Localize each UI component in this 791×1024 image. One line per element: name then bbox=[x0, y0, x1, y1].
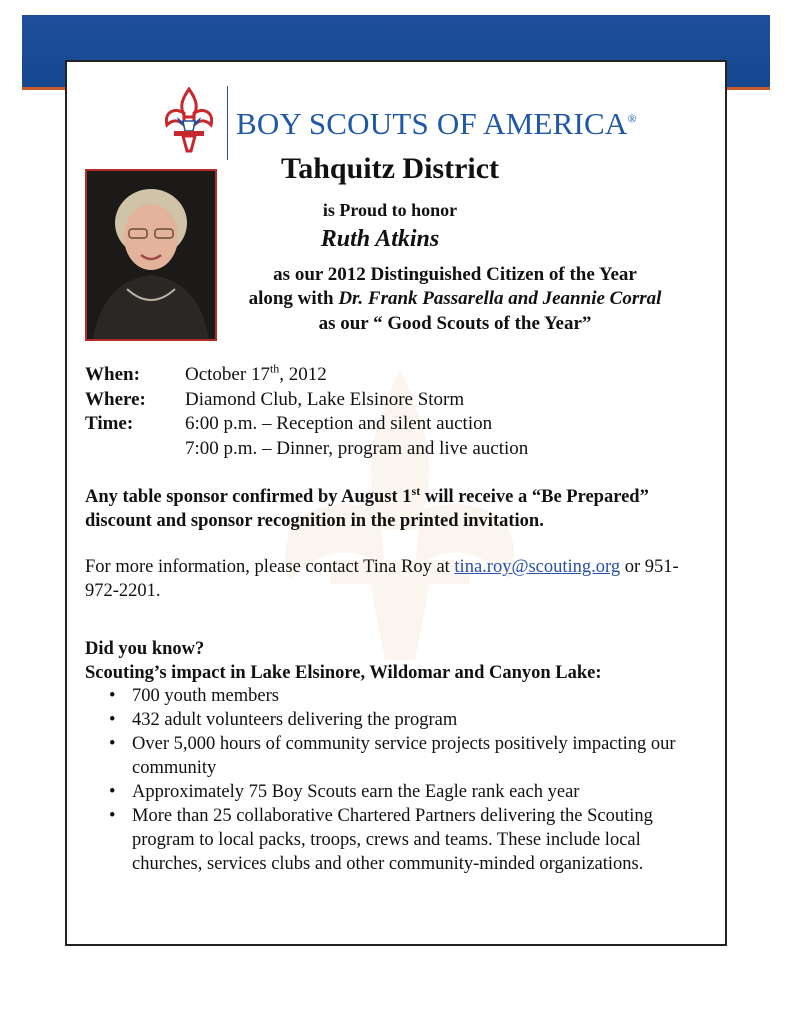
time-value-1: 6:00 p.m. – Reception and silent auction bbox=[185, 413, 493, 434]
list-item: • Over 5,000 hours of community service projects positively impacting our community bbox=[109, 734, 676, 778]
good-scouts-line: as our “ Good Scouts of the Year” bbox=[318, 313, 592, 334]
along-with-line: along with Dr. Frank Passarella and Jeannie Corral bbox=[248, 288, 662, 309]
list-item: • 700 youth members bbox=[109, 686, 279, 706]
honoree-name: Ruth Atkins bbox=[320, 226, 440, 252]
did-you-know: Did you know? bbox=[85, 639, 205, 659]
list-item: • More than 25 collaborative Chartered Partners delivering the Scouting program to local packs, troops, crews and teams. These include local churches, services clubs and other community-minded organizations. bbox=[109, 806, 653, 874]
bullet-icon: • bbox=[109, 734, 116, 754]
when-label: When: bbox=[85, 364, 140, 385]
time-row bbox=[85, 412, 528, 437]
time-value-2: 7:00 p.m. – Dinner, program and live auction bbox=[185, 437, 529, 459]
impact-list bbox=[100, 684, 700, 876]
time-label: Time: bbox=[85, 413, 134, 434]
honor-intro: is Proud to honor bbox=[322, 200, 458, 220]
contact-email-link[interactable]: tina.roy@scouting.org bbox=[454, 557, 621, 577]
impact-heading: Scouting’s impact in Lake Elsinore, Wildomar and Canyon Lake: bbox=[85, 663, 602, 683]
facts-heading bbox=[85, 637, 725, 685]
logo-divider bbox=[227, 86, 228, 160]
event-details bbox=[85, 363, 528, 461]
award-line: as our 2012 Distinguished Citizen of the Year bbox=[273, 264, 637, 285]
good-scouts-names: Dr. Frank Passarella and Jeannie Corral bbox=[338, 288, 662, 309]
when-value: October 17th, 2012 bbox=[185, 361, 327, 385]
where-row bbox=[85, 388, 528, 413]
district-title: Tahquitz District bbox=[280, 152, 500, 185]
list-item: • 432 adult volunteers delivering the program bbox=[109, 710, 458, 730]
bullet-icon: • bbox=[109, 686, 116, 706]
portrait-image bbox=[87, 171, 215, 339]
bullet-icon: • bbox=[109, 782, 116, 802]
list-item: • Approximately 75 Boy Scouts earn the Eagle rank each year bbox=[109, 782, 580, 802]
contact-info: For more information, please contact Tina Roy at tina.roy@scouting.org or 951-972-2201. bbox=[85, 557, 679, 601]
bsa-fleur-de-lis-icon bbox=[163, 87, 215, 153]
honoree-photo bbox=[85, 169, 217, 341]
when-row bbox=[85, 363, 528, 388]
time-row-2 bbox=[85, 437, 528, 462]
bullet-icon: • bbox=[109, 806, 116, 826]
bullet-icon: • bbox=[109, 710, 116, 730]
where-value: Diamond Club, Lake Elsinore Storm bbox=[185, 388, 465, 410]
org-name: BOY SCOUTS OF AMERICA® bbox=[236, 106, 637, 141]
sponsor-note: Any table sponsor confirmed by August 1st will receive a “Be Prepared” discount and sponsor recognition in the printed invitation. bbox=[85, 483, 649, 531]
where-label: Where: bbox=[85, 388, 146, 410]
